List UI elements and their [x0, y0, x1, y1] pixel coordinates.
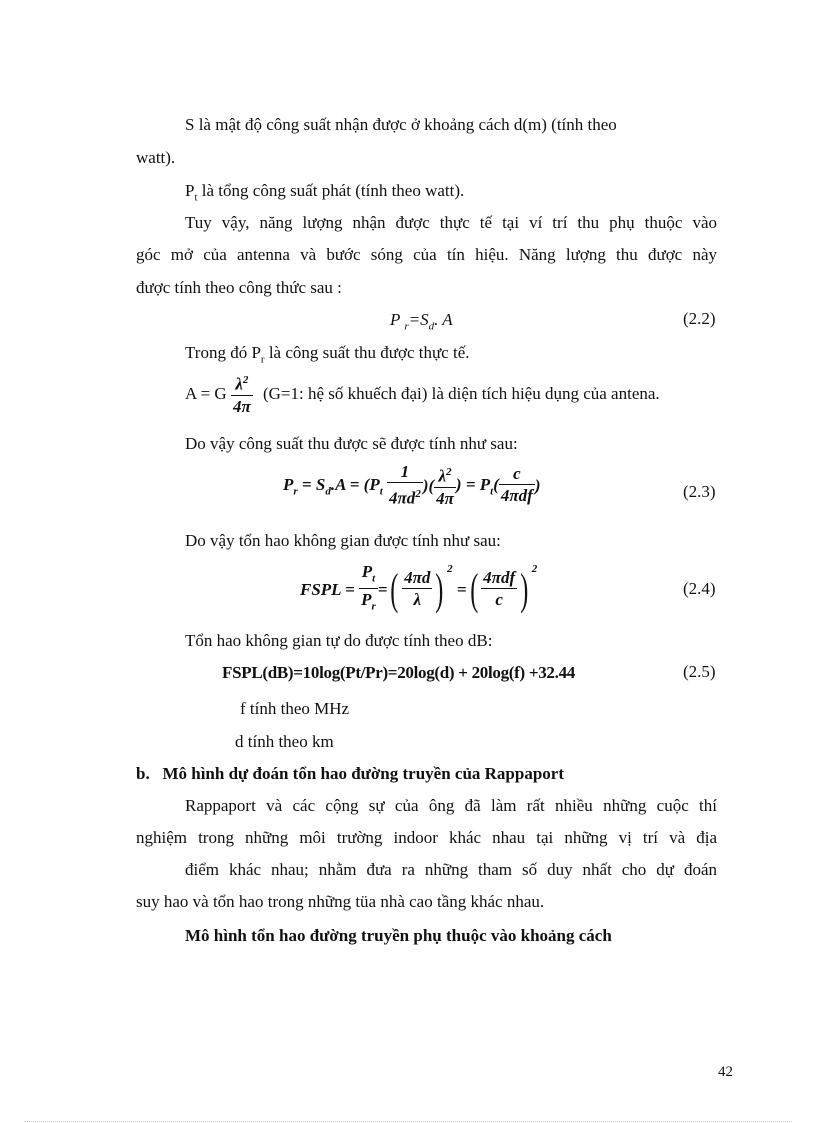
text: là tổng công suất phát (tính theo watt).	[197, 181, 465, 200]
equation-number: (2.3)	[683, 482, 716, 501]
text-line: Rappaport và các cộng sự của ông đã làm rất nhiều những cuộc thí	[185, 796, 717, 815]
text-line	[185, 342, 470, 370]
text: Trong đó P	[185, 343, 261, 362]
equation-number: (2.5)	[683, 662, 716, 681]
text-line: góc mở của antenna và bước sóng của tín hiệu. Năng lượng thu được này	[136, 245, 717, 264]
text-line: f tính theo MHz	[240, 699, 350, 718]
lambda-symbol: λ	[235, 374, 243, 394]
page-number: 42	[718, 1064, 733, 1080]
symbol: . A	[434, 310, 453, 329]
text-line: watt).	[136, 148, 176, 167]
symbol: P	[390, 310, 401, 329]
footer-rule	[24, 1121, 792, 1122]
symbol: P	[185, 181, 195, 200]
subscript: d	[428, 320, 435, 333]
equation-number: (2.4)	[683, 579, 716, 598]
text-line	[185, 180, 464, 208]
subscript: r	[404, 320, 409, 333]
text: (G=1: hệ số khuếch đại) là diện tích hiệu dụng của antena.	[262, 383, 660, 403]
subheading: Mô hình tổn hao đường truyền phụ thuộc vào khoảng cách	[185, 926, 612, 945]
text-line: điểm khác nhau; nhằm đưa ra những tham số duy nhất cho dự đoán	[185, 860, 717, 879]
subscript: t	[194, 191, 198, 204]
text-line: Do vậy tổn hao không gian được tính như sau:	[185, 531, 501, 550]
fraction	[231, 370, 253, 418]
text-line: nghiệm trong những môi trường indoor khác nhau tại những vị trí và địa	[136, 828, 717, 847]
equation-number: (2.2)	[683, 309, 716, 328]
text-line: Do vậy công suất thu được sẽ được tính như sau:	[185, 434, 518, 453]
text: A = G	[185, 383, 227, 403]
equation-2-2	[390, 309, 453, 337]
symbol: =S	[408, 310, 429, 329]
text-line: được tính theo công thức sau :	[136, 278, 342, 297]
area-definition	[185, 370, 660, 418]
text-line: Tuy vậy, năng lượng nhận được thực tế tại ví trí thu phụ thuộc vào	[185, 213, 717, 232]
equation-2-3: $P_r = S_d.A = (P_t$ $\frac{1}{4\pi d^2}$ )( $\frac{\lambda^2}{4\pi}$ ) = $P_t$( $\frac{c}{\text{4πdf}}$ )	[283, 462, 541, 508]
section-heading: b. Mô hình dự đoán tổn hao đường truyền của Rappaport	[136, 764, 565, 783]
superscript: 2	[242, 374, 249, 386]
denominator: 4π	[232, 396, 251, 416]
text-line: suy hao và tổn hao trong những tüa nhà cao tầng khác nhau.	[136, 892, 545, 911]
subscript: r	[260, 353, 265, 366]
equation-2-4: FSPL = $\frac{P_t}{P_r}$ =( $\frac{4\pi d}{\lambda}$ ) $^2$ =( $\frac{\text{4πdf}}{c}$ ) $^2$	[300, 562, 538, 614]
equation-2-5: FSPL(dB)=10log(Pt/Pr)=20log(d) + 20log(f) +32.44	[222, 663, 575, 682]
text-line: d tính theo km	[235, 732, 334, 751]
text: là công suất thu được thực tế.	[264, 343, 470, 362]
text-line: Tổn hao không gian tự do được tính theo dB:	[185, 631, 493, 650]
text-line: S là mật độ công suất nhận được ở khoảng cách d(m) (tính theo	[185, 115, 617, 134]
